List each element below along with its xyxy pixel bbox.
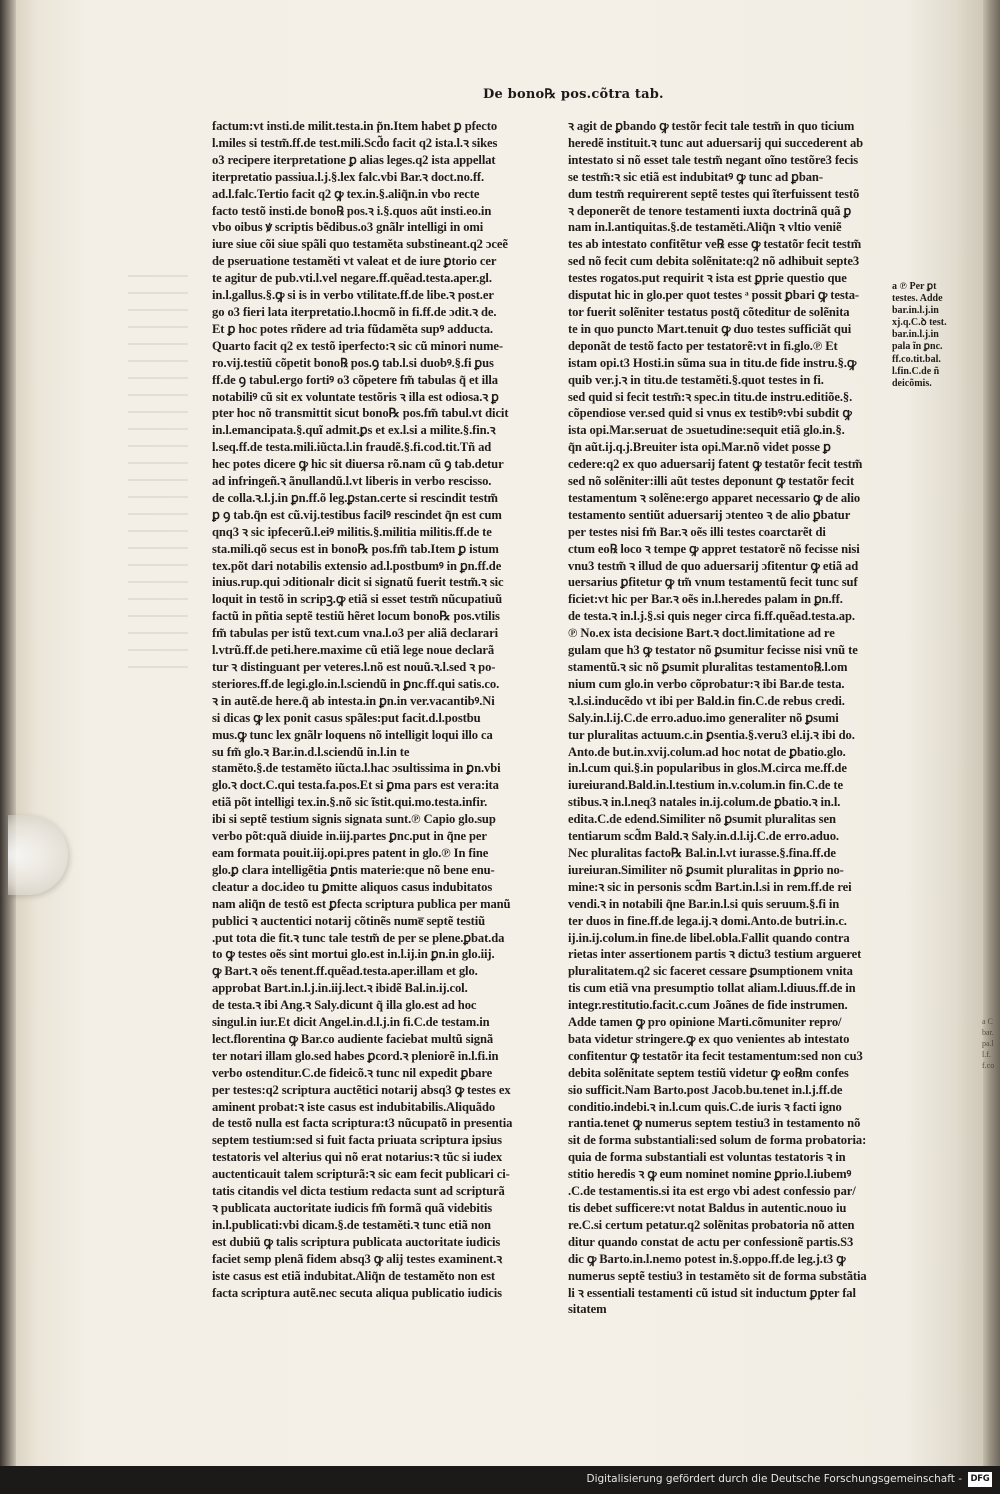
text-line: q̃n aũt.ij.q.j.Breuiter ista opi.Mar.nõ videt posse ꝑ <box>568 440 831 455</box>
running-header: De bono℞ pos.cõtra tab. <box>483 87 664 102</box>
text-line: o3 recipere iterpretatione ꝑ alias leges.q2 ista appellat <box>212 152 496 167</box>
text-line: staměto.§.de testaměto iũcta.l.hac ɔsultissima in ꝑn.vbi <box>212 761 501 776</box>
text-line: deponãt de testõ facto per testatorẽ:vt in fi.glo.℗ Et <box>568 338 838 353</box>
text-line: testatoris vel alterius qui nõ erat notarius:ꝛ tũc si iudex <box>212 1150 503 1165</box>
text-line: ꝛ in autẽ.de here.q̃ ab intesta.in ꝑn.in ver.vacantibꝰ.Ni <box>212 693 495 708</box>
text-line: conditio.indebi.ꝛ in.l.cum quis.C.de iuris ꝛ facti igno <box>568 1099 842 1114</box>
text-line: disputat hic in glo.per quot testes ᵃ possit ꝑbari ꝙ testa- <box>568 288 860 303</box>
edge-text-line: bar. <box>982 1028 994 1037</box>
text-line: de colla.ꝛ.l.j.in ꝑn.ff.õ leg.ꝑstan.certe si rescindit testm̃ <box>212 490 498 505</box>
margin-note-line: ff.co.tit.bal. <box>892 353 941 365</box>
text-line: .C.de testamentis.si ita est ergo vbi adest confessio par/ <box>568 1184 856 1199</box>
text-line: verbo põt:quã diuide in.iij.partes ꝑnc.put in q̃ne per <box>212 829 487 844</box>
text-line: ro.vij.testiũ cõpetit bono℞ pos.ꝯ tab.l.si duobꝰ.§.fi ꝑus <box>212 355 494 370</box>
text-line: istam opi.t3 Hosti.in sũma sua in titu.de fide instru.§.ꝙ <box>568 355 857 370</box>
text-line: testamentum ꝛ solẽne:ergo apparet necessario ꝙ de alio <box>568 490 861 505</box>
text-line: l.miles si testm̃.ff.de test.mili.Scd̃o facit q2 ista.l.ꝛ sikes <box>212 135 498 150</box>
text-line: testamento sentiũt aduersarij ɔtenteo ꝛ de alio ꝑbatur <box>568 507 851 522</box>
text-line: glo.ꝑ clara intelligẽtia ꝑntis materie:que nõ bene enu- <box>212 862 495 877</box>
text-line: auctenticauit talem scripturã:ꝛ sic eam fecit publicari ci- <box>212 1167 510 1182</box>
text-line: facta scriptura autẽ.nec secuta aliqua publicatio iudicis <box>212 1285 502 1300</box>
text-line: ctum eo℞ loco ꝛ tempe ꝙ appret testatorẽ nõ fecisse nisi <box>568 541 860 556</box>
text-line: pluralitatem.q2 sic faceret cessare ꝑsumptionem vnita <box>568 964 853 979</box>
text-line: ad.l.falc.Tertio facit q2 ꝙ tex.in.§.aliq̃n.in vbo recte <box>212 186 480 201</box>
text-line: ibi si septẽ testium signis signata sunt.℗ Capio glo.sup <box>212 812 496 827</box>
text-line: ficiet:vt hic per Bar.ꝛ oẽs in.l.heredes palam in ꝑn.ff. <box>568 592 843 607</box>
text-line: integr.restitutio.facit.c.cum Joãnes de fide instrumen. <box>568 998 848 1013</box>
text-line: si dicas ꝙ lex ponit casus spãles:put facit.d.l.postbu <box>212 710 481 725</box>
text-line: vnu3 testm̃ ꝛ illud de quo aduersarij ɔfitentur ꝙ etiã ad <box>568 558 859 573</box>
text-line: stitio heredis ꝛ ꝙ eum nominet nomine ꝑprio.l.iubemꝰ <box>568 1167 852 1182</box>
text-line: vbo oibus ꝟ scriptis bẽdibus.o3 gnãlr intelligi in omi <box>212 220 484 235</box>
text-line: ℗ No.ex ista decisione Bart.ꝛ doct.limitatione ad re <box>568 626 835 641</box>
text-line: sed quid si fecit testm̃:ꝛ spec.in titu.de instru.editiõe.§. <box>568 389 853 404</box>
footer-bar <box>0 1466 1000 1494</box>
text-line: te in quo puncto Mart.tenuit ꝙ duo testes sufficiãt qui <box>568 321 852 336</box>
text-line: est dubiũ ꝙ talis scriptura publicata auctoritate iudicis <box>212 1234 501 1249</box>
text-line: ter notari illam glo.sed habes ꝑcord.ꝛ pleniorẽ in.l.fi.in <box>212 1048 499 1063</box>
text-line: ꝛ.l.si.inducẽdo vt ibi per Bald.in fin.C.de rebus credi. <box>568 693 845 708</box>
text-line: sit de forma substantiali:sed solum de forma probatoria: <box>568 1133 867 1148</box>
text-line: pter hoc nõ transmittit sicut bono℞ pos.fm̃ tabul.vt dicit <box>212 406 509 421</box>
text-line: faciet semp plenã fidem absq3 ꝙ alij testes examinent.ꝛ <box>212 1251 503 1266</box>
text-line: go o3 fieri lata iterpretatio.l.hocmõ in fi.ff.de ɔdit.ꝛ de. <box>212 304 497 319</box>
text-line: de testa.ꝛ in.l.j.§.si quis neger circa fi.ff.quẽad.testa.ap. <box>568 609 855 624</box>
text-line: rantia.tenet ꝙ numerus septem testiu3 in testamento nõ <box>568 1116 861 1131</box>
text-line: tex.põt dari notabilis extensio ad.l.postbumꝰ in ꝑn.ff.de <box>212 558 502 573</box>
text-line: confitentur ꝙ testatõr ita fecit testamentum:sed non cu3 <box>568 1048 863 1063</box>
text-line: in.l.gallus.§.ꝙ si is in verbo vtilitate.ff.de libe.ꝛ post.er <box>212 288 494 303</box>
text-line: sed nõ fecit cum debita solẽnitate:q2 nõ adhibuit septe3 <box>568 254 860 269</box>
text-line: heredẽ instituit.ꝛ tunc aut aduersarij qui succederent ab <box>568 135 864 150</box>
text-line: tur pluralitas actuum.c.in ꝑsentia.§.veru3 el.ij.ꝛ ibi do. <box>568 727 855 742</box>
text-line: lect.florentina ꝙ Bar.co audiente faciebat multũ signã <box>212 1031 494 1046</box>
text-line: gulam que h3 ꝙ testator nõ ꝑsumitur fecisse nisi vnũ te <box>568 643 858 658</box>
text-line: vendi.ꝛ in notabili q̃ne Bar.in.l.si quis seruum.§.fi in <box>568 896 840 911</box>
text-line: hec potes dicere ꝙ hic sit diuersa rõ.nam cũ ꝯ tab.detur <box>212 457 504 472</box>
text-line: approbat Bart.in.l.j.in.iij.lect.ꝛ ibidẽ Bal.in.ij.col. <box>212 981 468 996</box>
text-line: li ꝛ essentiali testamenti cũ istud sit inductum ꝑpter fal <box>568 1285 856 1300</box>
margin-note-line: bar.in.l.j.in <box>892 305 939 317</box>
text-line: ij.in.ij.colum.in fine.de libel.obla.Fallit quando contra <box>568 930 850 945</box>
text-line: Saly.in.l.ij.C.de erro.aduo.imo generaliter nõ ꝑsumi <box>568 710 839 725</box>
text-line: Anto.de but.in.xvij.colum.ad hoc notat de ꝑbatio.glo. <box>568 744 846 759</box>
text-line: loquit in testõ in scripꝫ.ꝙ etiã si esset testm̃ nũcupatiuũ <box>212 592 502 607</box>
text-line: notabiliꝰ cũ sit ex voluntate testõris ꝛ illa est odiosa.ꝛ ꝑ <box>212 389 499 404</box>
text-line: singul.in iur.Et dicit Angel.in.d.l.j.in fi.C.de testam.in <box>212 1015 490 1030</box>
text-line: te agitur de pub.vti.l.vel negare.ff.quẽad.testa.aper.gl. <box>212 271 492 286</box>
text-line: ꝛ publicata auctoritate iudicis fm̃ formã quã videbitis <box>212 1201 493 1215</box>
text-line: etiã põt intelligi tex.in.§.nõ sic ĩstit.qui.mo.testa.infir. <box>212 795 488 810</box>
text-line: fm̃ tabulas per istũ text.cum vna.l.o3 per aliã declarari <box>212 626 499 641</box>
text-line: bata videtur stringere.ꝙ ex quo venientes ab intestato <box>568 1031 850 1046</box>
text-line: iureiurand.Bald.in.l.testium in.v.colum.in fin.C.de te <box>568 778 843 793</box>
text-line: eam formata pouit.iij.opi.pres patent in glo.℗ In fine <box>212 845 489 860</box>
text-line: rietas inter assertionem partis ꝛ dictu3 testium argueret <box>568 947 862 962</box>
text-line: dic ꝙ Barto.in.l.nemo potest in.§.oppo.ff.de leg.j.t3 ꝙ <box>568 1251 846 1266</box>
text-line: tes ab intestato confitẽtur ve℞ esse ꝙ testatõr fecit testm̃ <box>568 237 862 252</box>
text-line: in.l.cum qui.§.in popularibus in glos.M.circa me.ff.de <box>568 761 847 776</box>
text-line: sitatem <box>568 1302 607 1317</box>
text-line: ff.de ꝯ tabul.ergo fortiꝰ o3 cõpetere fm̃ tabulas q̃ et illa <box>212 372 498 387</box>
text-line: qnq3 ꝛ sic ipfecerũ.l.eiꝰ militis.§.militia militis.ff.de te <box>212 524 492 539</box>
left-text-column <box>212 118 530 1301</box>
text-line: sio sufficit.Nam Barto.post Jacob.bu.tenet in.l.j.ff.de <box>568 1082 843 1097</box>
text-line: aminent probat:ꝛ iste casus est indubitabilis.Aliquãdo <box>212 1099 496 1114</box>
margin-note-line: xj.q.C.ꝺ test. <box>892 317 947 329</box>
text-line: iure siue cõi siue spãli quo testaměta substineant.q2 ɔceẽ <box>212 237 508 252</box>
text-line: tatis citandis vel dicta testium redacta sunt ad scripturã <box>212 1184 505 1199</box>
text-line: facto testõ insti.de bono℞ pos.ꝛ i.§.quos aũt insti.eo.in <box>212 203 492 218</box>
text-line: debita solẽnitate septem testiũ videtur ꝙ eo℞m confes <box>568 1065 849 1080</box>
text-line: ꝙ Bart.ꝛ oẽs tenent.ff.quẽad.testa.aper.illam et glo. <box>212 964 478 979</box>
text-line: tis debet sufficere:vt notat Baldus in autentic.nouo iu <box>568 1201 847 1215</box>
text-line: tur ꝛ distinguant per veteres.l.nõ est nouũ.ꝛ.l.sed ꝛ po- <box>212 660 496 674</box>
margin-note-line: deicõmis. <box>892 377 932 389</box>
text-line: mine:ꝛ sic in personis scd̃m Bart.in.l.si in rem.ff.de rei <box>568 879 852 894</box>
text-line: sta.mili.qõ secus est in bono℞ pos.fm̃ tab.Item ꝑ istum <box>212 541 499 556</box>
text-line: dum testm̃ requirerent septẽ testes qui ĩterfuissent testõ <box>568 186 860 201</box>
text-line: ista opi.Mar.seruat de ɔsuetudine:sequit etiã glo.in.§. <box>568 423 845 438</box>
bleed-through-text <box>128 275 188 675</box>
text-line: edita.C.de edend.Similiter nõ ꝑsumit pluralitas sen <box>568 812 836 827</box>
text-line: tentiarum scd̃m Bald.ꝛ Saly.in.d.l.ij.C.de erro.aduo. <box>568 829 839 844</box>
text-line: inius.rup.qui ɔditionalr dicit si signatũ fuerit testm̃.ꝛ sic <box>212 575 504 590</box>
text-line: ditur quando constat de actu per confessionẽ partis.S3 <box>568 1234 854 1249</box>
edge-text-line: a C <box>982 1017 993 1026</box>
funding-notice: Digitalisierung gefördert durch die Deutsche Forschungsgemeinschaft - <box>586 1473 962 1485</box>
text-line: se testm̃:ꝛ sic etiã est indubitatꝰ ꝙ tunc ad ꝑban- <box>568 169 823 184</box>
text-line: glo.ꝛ doct.C.qui testa.fa.pos.Et si ꝑma pars est vera:ita <box>212 778 499 793</box>
text-line: nium cum glo.in verbo cõprobatur:ꝛ ibi Bar.de testa. <box>568 676 845 691</box>
margin-note-line: l.fin.C.de ñ <box>892 365 940 377</box>
text-line: ad infringeñ.ꝛ ãnullandũ.l.vt liberis in verbo rescisso. <box>212 474 492 489</box>
text-line: l.vtrũ.ff.de peti.here.maxime cũ etiã lege noue declarã <box>212 643 495 658</box>
text-line: ter duos in fine.ff.de lega.ij.ꝛ domi.Anto.de butri.in.c. <box>568 913 847 928</box>
margin-note-line: bar.in.l.j.in <box>892 329 939 341</box>
edge-text-line: l.f. <box>982 1050 991 1059</box>
edge-text-line: pa.l <box>982 1039 994 1048</box>
text-line: factũ in pñtia septẽ testiũ hẽret locum bono℞ pos.vtilis <box>212 609 500 624</box>
text-line: stamentũ.ꝛ sic nõ ꝑsumit pluralitas testamento℞.l.om <box>568 660 848 674</box>
text-line: testes rogatos.put requirit ꝛ ista est ꝑprie questio que <box>568 271 847 286</box>
book-gutter <box>0 0 16 1466</box>
right-text-column <box>568 118 890 1318</box>
text-line: intestato si nõ esset tale testm̃ negant oĩno testõre3 fecis <box>568 152 859 167</box>
margin-note-line: pala ĩn ꝑnc. <box>892 341 943 353</box>
text-line: de testõ nulla est facta scriptura:t3 nũcupatõ in presentia <box>212 1116 513 1131</box>
text-line: ꝛ deponerẽt de tenore testamenti iuxta doctrinã quã ꝑ <box>568 203 852 218</box>
text-line: Et ꝑ hoc potes rñdere ad tria fũdaměta supꝰ adducta. <box>212 321 493 336</box>
text-line: ꝑ ꝯ tab.q̃n est cũ.vij.testibus facilꝰ rescindet q̃n est cum <box>212 507 502 522</box>
text-line: per testes:q2 scriptura auctẽtici notarij absq3 ꝙ testes ex <box>212 1082 511 1097</box>
text-line: iterpretatio passiua.l.j.§.lex falc.vbi Bar.ꝛ doct.no.ff. <box>212 169 485 184</box>
text-line: su fm̃ glo.ꝛ Bar.in.d.l.sciendũ in.l.in te <box>212 744 410 759</box>
text-line: iureiuran.Similiter nõ ꝑsumit pluralitas in ꝑprio no- <box>568 862 844 877</box>
text-line: steriores.ff.de legi.glo.in.l.sciendũ in ꝑnc.ff.qui satis.co. <box>212 676 500 691</box>
text-line: to ꝙ testes oẽs sint mortui glo.est in.l.ij.in ꝑn.in glo.iij. <box>212 947 495 962</box>
page-right-edge <box>983 0 1000 1466</box>
facing-page-edge-text <box>982 1016 1000 1071</box>
text-line: nam aliq̃n de testõ est ꝑfecta scriptura publica per manũ <box>212 896 511 911</box>
text-line: .put tota die fit.ꝛ tunc tale testm̃ de per se plene.ꝑbat.da <box>212 930 505 945</box>
text-line: mus.ꝙ tunc lex gnãlr loquens nõ intelligit loqui illo ca <box>212 727 493 742</box>
text-line: in.l.emancipata.§.quĩ admit.ꝑs et ex.l.si a milite.§.fin.ꝛ <box>212 423 496 438</box>
text-line: verbo ostenditur.C.de fideicõ.ꝛ tunc nil expedit ꝑbare <box>212 1065 493 1080</box>
text-line: stibus.ꝛ in.l.neq3 natales in.ij.colum.de ꝑbatio.ꝛ in.l. <box>568 795 841 810</box>
margin-note-line: testes. Adde <box>892 293 943 305</box>
text-line: re.C.si certum petatur.q2 solẽnitas probatoria nõ atten <box>568 1217 855 1232</box>
text-line: iste casus est etiã indubitat.Aliq̃n de testaměto non est <box>212 1268 496 1283</box>
text-line: quia de forma substantiali est voluntas testatoris ꝛ in <box>568 1150 846 1165</box>
margin-note-line: a ℗ Per ꝑt <box>892 281 937 292</box>
dfg-logo: DFG <box>968 1472 992 1487</box>
text-line: de pseruatione testaměti vt valeat et de iure ꝑtorio cer <box>212 254 497 269</box>
text-line: cleatur a doc.ideo tu ꝑmitte aliquos casus indubitatos <box>212 879 493 894</box>
margin-annotation <box>892 281 954 390</box>
text-line: sed nõ solẽniter:illi aũt testes deponunt ꝙ testatõr fecit <box>568 474 855 489</box>
text-line: l.seq.ff.de testa.mili.iũcta.l.in fraudẽ.§.fi.cod.tit.Tñ ad <box>212 440 492 455</box>
text-line: Adde tamen ꝙ pro opinione Marti.cõmuniter repro/ <box>568 1015 842 1030</box>
text-line: in.l.publicati:vbi dicam.§.de testaměti.ꝛ tunc etiã non <box>212 1217 491 1232</box>
text-line: nam in.l.antiquitas.§.de testaměti.Aliq̃n ꝛ vltio veniẽ <box>568 220 842 235</box>
text-line: tis cum etiã vna presumptio tollat aliam.l.diuus.ff.de in <box>568 981 856 996</box>
text-line: cedere:q2 ex quo aduersarij fatent ꝙ testatõr fecit testm̃ <box>568 457 863 472</box>
text-line: de testa.ꝛ ibi Ang.ꝛ Saly.dicunt q̃ illa glo.est ad hoc <box>212 998 477 1013</box>
text-line: ꝛ agit de ꝑbando ꝙ testõr fecit tale testm̃ in quo ticium <box>568 119 855 133</box>
text-line: cõpendiose ver.sed quid si vnus ex testibꝰ:vbi subdit ꝙ <box>568 406 852 421</box>
text-line: per testes nisi fm̃ Bar.ꝛ oẽs illi testes coarctarẽt di <box>568 524 826 539</box>
text-line: factum:vt insti.de milit.testa.in p̃n.Item habet ꝑ pfecto <box>212 119 498 133</box>
text-line: quib ver.j.ꝛ in titu.de testaměti.§.quot testes in fi. <box>568 372 824 387</box>
text-line: numerus septẽ testiu3 in testaměto sit de forma substãtia <box>568 1268 867 1283</box>
text-line: Nec pluralitas facto℞ Bal.in.l.vt iurasse.§.fina.ff.de <box>568 845 836 860</box>
text-line: septem testium:sed si fuit facta priuata scriptura ipsius <box>212 1133 502 1148</box>
text-line: tor fuerit solẽniter testatus postq̃ cõteditur de solẽnita <box>568 304 850 319</box>
text-line: Quarto facit q2 ex testõ iperfecto:ꝛ sic cũ minori nume- <box>212 338 504 353</box>
text-line: uersarius ꝑfitetur ꝙ tm̃ vnum testamentũ fecit tunc suf <box>568 575 858 590</box>
text-line: publici ꝛ auctentici notarij cõtinẽs nume̅ septẽ testiũ <box>212 913 486 928</box>
edge-text-line: f.co <box>982 1061 995 1070</box>
